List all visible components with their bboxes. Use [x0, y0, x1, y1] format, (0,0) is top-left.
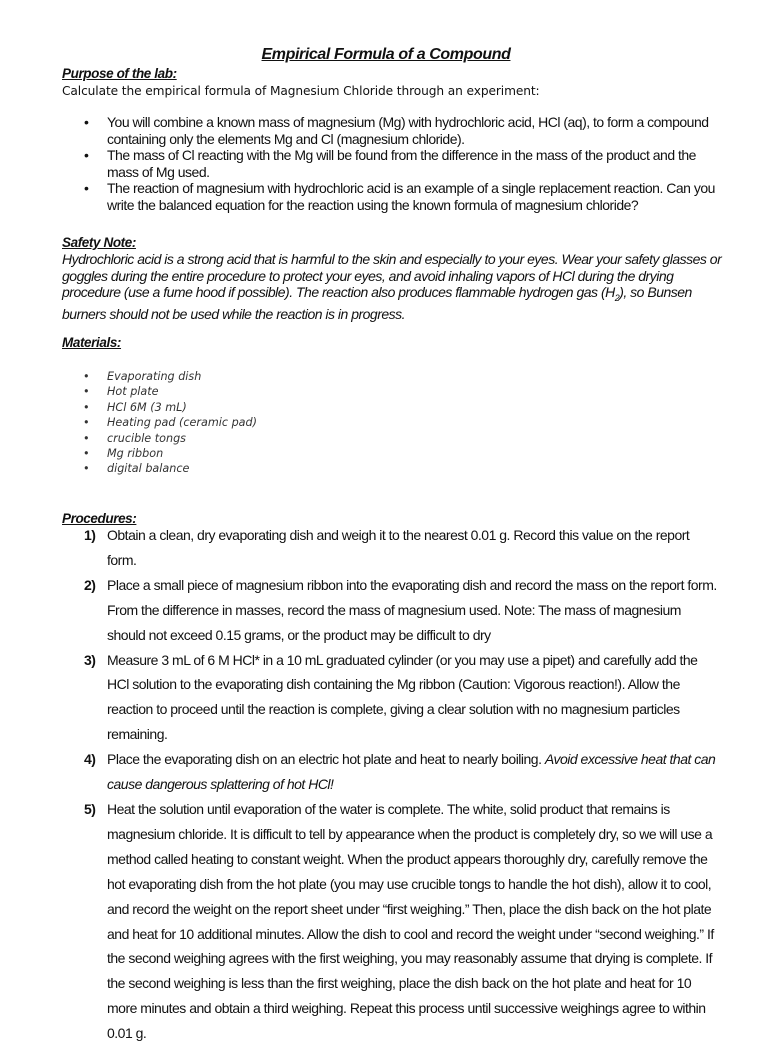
procedure-step — [62, 523, 722, 573]
purpose-bullet: • The reaction of magnesium with hydrochloric acid is an example of a single replacement reaction. Can you write the balanced equation for the reaction using the known formula of magnesium chloride? — [62, 180, 722, 213]
material-item: • Mg ribbon — [62, 446, 257, 461]
safety-text-after: ), so Bunsen burners should not be used while the reaction is in progress. — [62, 284, 692, 323]
procedure-step — [62, 747, 722, 797]
material-item: • Evaporating dish — [62, 369, 257, 384]
procedures-heading: Procedures: — [62, 511, 137, 526]
materials-heading: Materials: — [62, 335, 122, 350]
purpose-bullet: • The mass of Cl reacting with the Mg will be found from the difference in the mass of the product and the mass of Mg used. — [62, 147, 722, 180]
step-text: Place a small piece of magnesium ribbon into the evaporating dish and record the mass on the report form. From the difference in masses, record the mass of magnesium used. Note: The mass of magnesium should not exceed 0.15 grams, or the product may be difficult to dry — [107, 576, 717, 643]
step-number: 5) — [84, 800, 96, 817]
step-text: Heat the solution until evaporation of the water is complete. The white, solid product that remains is magnesium chloride. It is difficult to tell by appearance when the product is completely dry, so we will use a method called heating to constant weight. When the product appears thoroughly dry, carefully remove the hot evaporating dish from the hot plate (you may use crucible tongs to handle the hot dish), allow it to cool, and record the weight on the report sheet under “first weighing.” Then, place the dish back on the hot plate and heat for 10 additional minutes. Allow the dish to cool and record the weight under “second weighing.” If the second weighing agrees with the first weighing, you may reasonably assume that drying is complete. If the second weighing is less than the first weighing, place the dish back on the hot plate and heat for 10 more minutes and obtain a third weighing. Repeat this process until successive weighings agree to within 0.01 g. — [107, 800, 714, 1042]
procedure-step — [62, 573, 722, 648]
safety-text-before: Hydrochloric acid is a strong acid that is harmful to the skin and especially to your eyes. Wear your safety glasses or goggles during the entire procedure to protect your eyes, and avoid inhaling vapors of HCl during the drying procedure (use a fume hood if possible). The reaction also produces flammable hydrogen gas (H — [62, 251, 722, 300]
step-number: 1) — [84, 527, 96, 543]
safety-note-text — [62, 251, 722, 323]
step-number: 4) — [84, 751, 96, 768]
purpose-intro: Calculate the empirical formula of Magnesium Chloride through an experiment: — [62, 84, 540, 98]
safety-heading: Safety Note: — [62, 235, 136, 250]
procedure-step — [62, 648, 722, 748]
procedure-step — [62, 797, 722, 1046]
step-text: Place the evaporating dish on an electric hot plate and heat to nearly boiling. — [107, 751, 545, 768]
purpose-heading: Purpose of the lab: — [62, 66, 177, 81]
safety-subscript: 2 — [614, 292, 620, 303]
step-number: 3) — [84, 651, 96, 668]
purpose-bullet-list — [62, 114, 722, 213]
materials-list — [62, 369, 257, 477]
step-warning-text: Avoid excessive heat that can cause dangerous splattering of hot HCl! — [107, 751, 716, 793]
material-item: • Hot plate — [62, 384, 257, 399]
procedure-list — [62, 523, 722, 1046]
material-item: • digital balance — [62, 461, 257, 476]
purpose-bullet: • You will combine a known mass of magnesium (Mg) with hydrochloric acid, HCl (aq), to form a compound containing only the elements Mg and Cl (magnesium chloride). — [62, 114, 722, 147]
step-text: Obtain a clean, dry evaporating dish and weigh it to the nearest 0.01 g. Record this value on the report form. — [107, 527, 690, 568]
step-text: Measure 3 mL of 6 M HCl* in a 10 mL graduated cylinder (or you may use a pipet) and carefully add the HCl solution to the evaporating dish containing the Mg ribbon (Caution: Vigorous reaction!). Allow the reaction to proceed until the reaction is complete, giving a clear solution with no magnesium particles remaining. — [107, 651, 698, 743]
material-item: • HCl 6M (3 mL) — [62, 400, 257, 415]
document-title: Empirical Formula of a Compound — [261, 46, 511, 63]
step-number: 2) — [84, 576, 96, 593]
material-item: • Heating pad (ceramic pad) — [62, 415, 257, 430]
material-item: • crucible tongs — [62, 431, 257, 446]
